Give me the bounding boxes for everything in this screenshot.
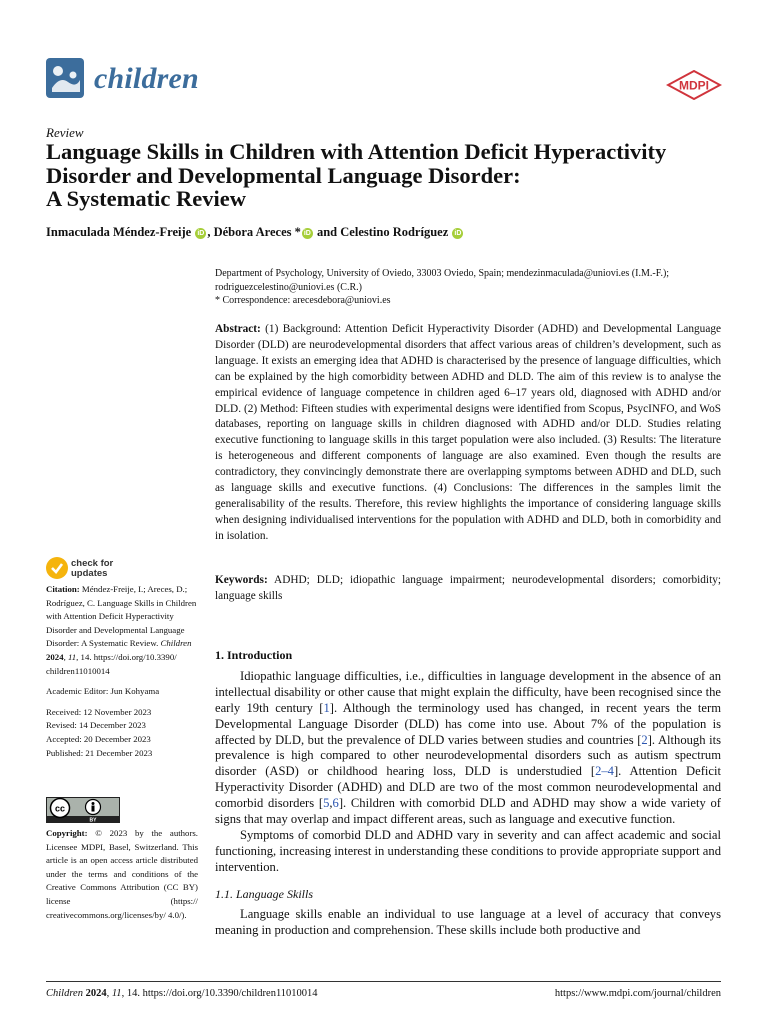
section-heading: 1. Introduction bbox=[215, 648, 293, 662]
citation-link[interactable]: 2 bbox=[641, 732, 648, 747]
svg-text:cc: cc bbox=[54, 803, 66, 814]
keywords bbox=[215, 573, 721, 605]
author-name[interactable]: Inmaculada Méndez-Freije bbox=[46, 225, 192, 239]
title-line: A Systematic Review bbox=[46, 186, 246, 211]
affiliation-line: Department of Psychology, University of Oviedo, 33003 Oviedo, Spain; mendezinmaculada@uniovi.es (I.M.-F.); bbox=[215, 268, 670, 279]
mdpi-logo-text: MDPI bbox=[679, 78, 709, 93]
orcid-icon[interactable]: iD bbox=[197, 230, 205, 237]
correspondence: * Correspondence: arecesdebora@uniovi.es bbox=[215, 295, 391, 306]
article-type: Review bbox=[46, 125, 84, 140]
date-received: Received: 12 November 2023 bbox=[46, 706, 152, 717]
sidebar-info bbox=[46, 583, 199, 760]
paragraph: Idiopathic language difficulties, i.e., difficulties in language development in the absence of an intellectual disability or other cause that might explain the difficulty, have been recognised since the early 19th century [1]. Although the terminology used has changed, in recent years the term Developmental Language Disorder (DLD) has come into use. About 7% of the population is affected by DLD, but the prevalence of DLD varies between studies and countries [2]. Although its prevalence is high compared to other neurodevelopmental disorders such as autism spectrum disorder (ASD) or childhood hearing loss, DLD is understudied [2–4]. Attention Deficit Hyperactivity Disorder (ADHD) and DLD are two of the most common neurodevelopmental and comorbid disorders [5,6]. Children with comorbid DLD and ADHD may show a wide variety of signs that may overlap and impact different areas, such as language and executive function. bbox=[215, 668, 722, 827]
citation-link[interactable]: 2–4 bbox=[595, 764, 614, 779]
cc-by-license-icon[interactable] bbox=[46, 797, 120, 823]
check-for-updates-icon[interactable] bbox=[46, 557, 68, 579]
subsection-heading: 1.1. Language Skills bbox=[215, 886, 313, 901]
footer-journal-url[interactable]: https://www.mdpi.com/journal/children bbox=[554, 988, 721, 999]
abstract bbox=[215, 322, 721, 545]
check-for-updates-label[interactable]: check for updates bbox=[71, 558, 114, 579]
copyright-notice: Copyright: © 2023 by the authors. Licensee MDPI, Basel, Switzerland. This article is an open access article distributed under the terms and conditions of the Creative Commons Attribution (CC BY) license (https:// creativecommons.org/licenses/by/ 4.0/). bbox=[46, 828, 199, 920]
citation-link[interactable]: 5 bbox=[323, 796, 330, 811]
citation: Citation: Méndez-Freije, I.; Areces, D.; Rodríguez, C. Language Skills in Children with Attention Deficit Hyperactivity Disorder and Developmental Language Disorder: A Systematic Review. Children 2024, 11, 14. https://doi.org/10.3390/ children11010014 bbox=[46, 584, 197, 676]
journal-name: children bbox=[94, 62, 199, 95]
academic-editor: Academic Editor: Jun Kohyama bbox=[46, 686, 160, 697]
paragraph: Symptoms of comorbid DLD and ADHD vary in severity and can affect academic and social functioning, increasing interest in understanding these conditions to provide appropriate support and intervention. bbox=[215, 827, 721, 874]
citation-link[interactable]: 6 bbox=[332, 796, 339, 811]
keywords-text: ADHD; DLD; idiopathic language impairment; neurodevelopmental disorders; comorbidity; language skills bbox=[215, 574, 721, 602]
author-name[interactable]: Celestino Rodríguez bbox=[340, 225, 449, 239]
footer-citation: Children 2024, 11, 14. https://doi.org/10.3390/children11010014 bbox=[46, 988, 318, 999]
article-title bbox=[46, 140, 736, 211]
author-name[interactable]: Débora Areces * bbox=[213, 225, 301, 239]
author-list: Inmaculada Méndez-Freije iD , Débora Areces * iD and Celestino Rodríguez iD bbox=[46, 225, 462, 239]
mdpi-logo[interactable] bbox=[666, 70, 722, 100]
paragraph: Language skills enable an individual to use language at a level of accuracy that conveys meaning in production and comprehension. These skills include both productive and bbox=[215, 906, 721, 937]
title-line: Language Skills in Children with Attention Deficit Hyperactivity bbox=[46, 139, 667, 164]
orcid-icon[interactable]: iD bbox=[454, 230, 462, 237]
affiliations bbox=[215, 267, 725, 308]
keywords-label: Keywords: bbox=[215, 574, 268, 586]
abstract-text: (1) Background: Attention Deficit Hyperactivity Disorder (ADHD) and Developmental Language Disorder (DLD) are neurodevelopmental disorders that affect various areas of children’s development, such as language. It exists an emerging idea that ADHD is characterised by the presence of language difficulties, which can be explained by the high comorbidity between ADHD and DLD. The aim of this review is to analyse the empirical evidence of language competence in children aged 6–17 years old, diagnosed with ADHD and/or DLD. (2) Method: Fifteen studies with experimental designs were identified from Scopus, PsycINFO, and WoS databases, reporting on language skills in children diagnosed with ADHD and/or DLD. Studies relating executive functioning to language skills in this target population were also included. (3) Results: The literature is heterogeneous and different components of language are also examined. Even though the results are contradictory, they convincingly demonstrate there are overlapping symptoms between ADHD and DLD, such as language skills and executive functions. (4) Conclusions: The differences in the samples limit the generalisability of the results. Therefore, this review highlights the importance of considering language skills when designing individualised interventions for the population with ADHD and DLD, both in comorbidity and in isolation. bbox=[215, 323, 721, 542]
title-line: Disorder and Developmental Language Disorder: bbox=[46, 162, 521, 188]
footer-divider bbox=[46, 981, 721, 982]
date-accepted: Accepted: 20 December 2023 bbox=[46, 733, 151, 744]
citation-link[interactable]: 1 bbox=[323, 700, 330, 715]
journal-logo-icon bbox=[46, 58, 84, 98]
main-body bbox=[215, 648, 721, 938]
abstract-label: Abstract: bbox=[215, 323, 261, 335]
svg-text:BY: BY bbox=[89, 817, 97, 823]
orcid-icon[interactable]: iD bbox=[303, 230, 311, 237]
date-revised: Revised: 14 December 2023 bbox=[46, 720, 146, 731]
date-published: Published: 21 December 2023 bbox=[46, 747, 153, 758]
affiliation-line: rodriguezcelestino@uniovi.es (C.R.) bbox=[215, 281, 362, 293]
